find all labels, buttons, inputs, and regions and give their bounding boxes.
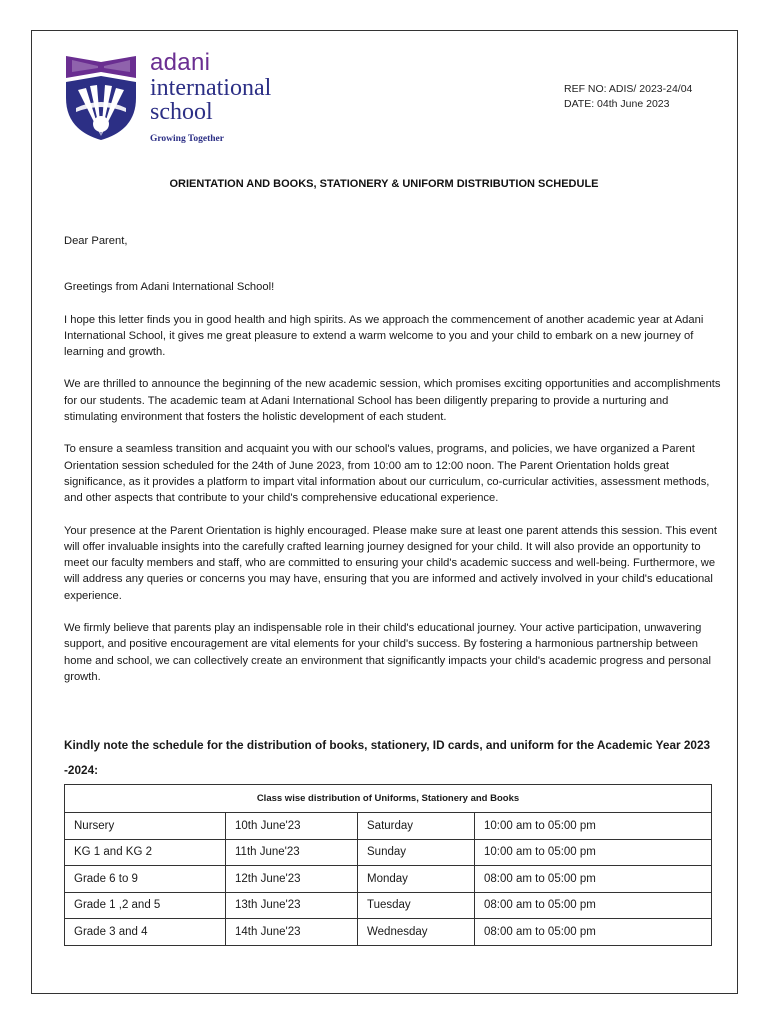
cell-time: 10:00 am to 05:00 pm bbox=[475, 813, 712, 840]
cell-class: Nursery bbox=[65, 813, 226, 840]
cell-day: Saturday bbox=[358, 813, 475, 840]
cell-date: 14th June'23 bbox=[226, 919, 358, 946]
cell-class: Grade 6 to 9 bbox=[65, 866, 226, 893]
cell-class: KG 1 and KG 2 bbox=[65, 839, 226, 866]
cell-time: 10:00 am to 05:00 pm bbox=[475, 839, 712, 866]
schedule-note: Kindly note the schedule for the distribution of books, stationery, ID cards, and uniform for the Academic Year 2023 -2024: bbox=[64, 738, 711, 777]
cell-day: Wednesday bbox=[358, 919, 475, 946]
table-row bbox=[65, 866, 712, 893]
cell-class: Grade 3 and 4 bbox=[65, 919, 226, 946]
distribution-schedule-table bbox=[64, 784, 712, 946]
table-caption: Class wise distribution of Uniforms, Stationery and Books bbox=[65, 785, 712, 813]
table-row bbox=[65, 813, 712, 840]
brand-name-international: international bbox=[150, 75, 272, 101]
table-caption-row bbox=[65, 785, 712, 813]
cell-date: 11th June'23 bbox=[226, 839, 358, 866]
school-wordmark bbox=[150, 50, 271, 124]
cell-time: 08:00 am to 05:00 pm bbox=[475, 919, 712, 946]
salutation: Dear Parent, bbox=[64, 235, 128, 247]
reference-block bbox=[564, 82, 692, 112]
table-row bbox=[65, 919, 712, 946]
table-row bbox=[65, 839, 712, 866]
ref-number: REF NO: ADIS/ 2023-24/04 bbox=[564, 83, 693, 95]
cell-time: 08:00 am to 05:00 pm bbox=[475, 892, 712, 919]
paragraph: I hope this letter finds you in good health and high spirits. As we approach the commencement of another academic year at Adani International School, it gives me great pleasure to extend a warm welcome to you and your child to embark on a new journey of learning and growth. bbox=[64, 313, 704, 359]
brand-name-adani: adani bbox=[150, 49, 211, 76]
greeting: Greetings from Adani International School! bbox=[64, 281, 275, 294]
school-logo-icon bbox=[64, 50, 138, 142]
paragraph: To ensure a seamless transition and acquaint you with our school's values, programs, and policies, we have organized a Parent Orientation session scheduled for the 24th of June 2023, from 10:00 am to 12:00 noon. The Parent Orientation holds great significance, as it provides a platform to impart vital information about our curriculum, co-curricular activities, assessment methods, and other aspects that contribute to your child's comprehensive educational experience. bbox=[64, 443, 710, 505]
brand-name-school: school bbox=[150, 99, 213, 125]
letter-date: DATE: 04th June 2023 bbox=[564, 98, 670, 110]
cell-date: 10th June'23 bbox=[226, 813, 358, 840]
paragraph: We firmly believe that parents play an indispensable role in their child's educational journey. Your active participation, unwavering support, and positive encouragement are vital elements for your child's success. By fostering a harmonious partnership between home and school, we can collectively create an environment that significantly impacts your child's academic progress and personal growth. bbox=[64, 622, 711, 683]
cell-time: 08:00 am to 05:00 pm bbox=[475, 866, 712, 893]
document-title: ORIENTATION AND BOOKS, STATIONERY & UNIFORM DISTRIBUTION SCHEDULE bbox=[169, 178, 599, 190]
cell-day: Sunday bbox=[358, 839, 475, 866]
cell-day: Tuesday bbox=[358, 892, 475, 919]
paragraph: We are thrilled to announce the beginning of the new academic session, which promises exciting opportunities and accomplishments for our students. The academic team at Adani International School has been diligently preparing to provide a nurturing and stimulating environment that fosters the holistic development of each student. bbox=[64, 378, 721, 424]
table-row bbox=[65, 892, 712, 919]
cell-class: Grade 1 ,2 and 5 bbox=[65, 892, 226, 919]
letter-body bbox=[64, 233, 724, 701]
paragraph: Your presence at the Parent Orientation is highly encouraged. Please make sure at least one parent attends this session. This event will offer invaluable insights into the carefully crafted learning journey designed for your child. It will also provide an opportunity to meet our faculty members and staff, who are committed to ensuring your child's academic success and well-being. Furthermore, we will address any queries or concerns you may have, ensuring that you are informed and actively involved in your child's educational experience. bbox=[64, 524, 717, 602]
cell-date: 12th June'23 bbox=[226, 866, 358, 893]
cell-day: Monday bbox=[358, 866, 475, 893]
cell-date: 13th June'23 bbox=[226, 892, 358, 919]
tagline: Growing Together bbox=[150, 134, 224, 144]
